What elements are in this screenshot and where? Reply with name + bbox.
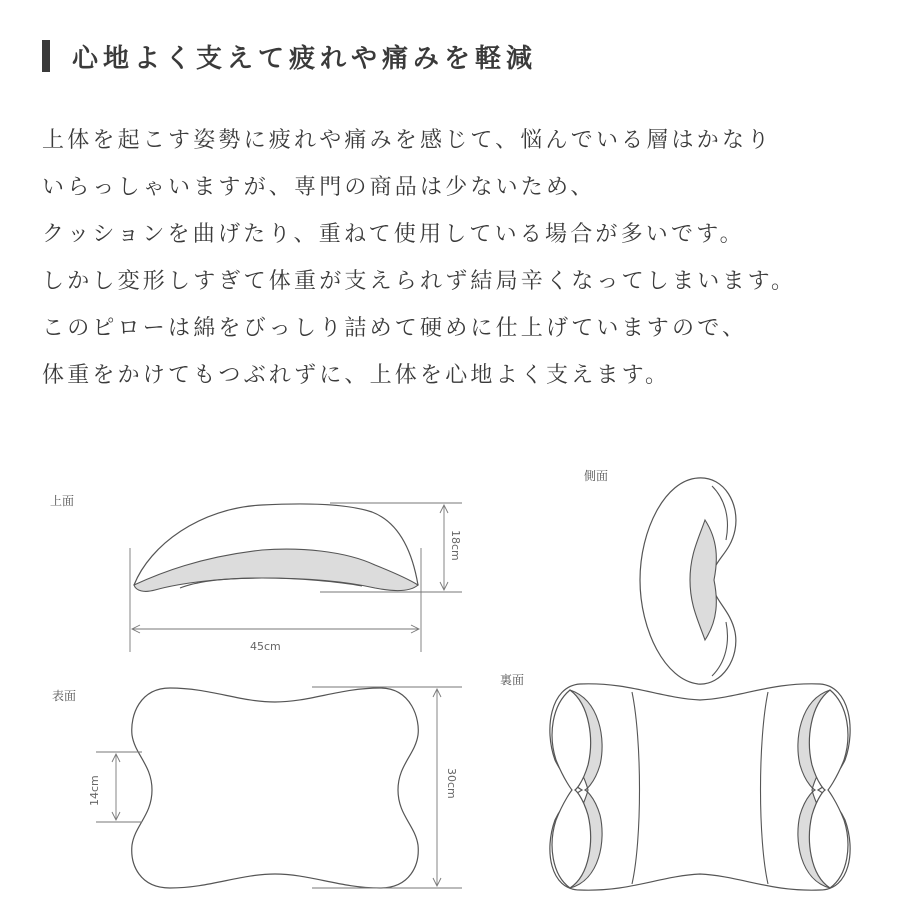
waist-dimension-label: 14cm [88,775,101,806]
front-view-pillow [132,688,419,888]
front-view-label: 表面 [52,689,77,703]
description-line: クッションを曲げたり、重ねて使用している場合が多いです。 [42,222,745,247]
side-view-pillow [640,478,736,684]
back-view [500,673,850,890]
front-height-dimension-label: 30cm [445,768,458,799]
top-view-label: 上面 [50,494,75,508]
description-line: このピローは綿をびっしり詰めて硬めに仕上げていますので、 [42,316,748,341]
description-line: しかし変形しすぎて体重が支えられず結局辛くなってしまいます。 [42,269,797,294]
top-view [50,493,462,653]
description-line: 上体を起こす姿勢に疲れや痛みを感じて、悩んでいる層はかなり [42,128,773,153]
side-view [584,469,736,684]
description-line: いらっしゃいますが、専門の商品は少ないため、 [42,175,596,200]
heading-text: 心地よく支えて疲れや痛みを軽減 [72,43,538,74]
side-view-label: 側面 [584,469,609,483]
description-line: 体重をかけてもつぶれずに、上体を心地よく支えます。 [42,363,671,388]
front-view [52,687,462,888]
back-view-label: 裏面 [500,673,525,687]
width-dimension-label: 45cm [250,640,281,653]
height-dimension-label: 18cm [449,530,462,561]
